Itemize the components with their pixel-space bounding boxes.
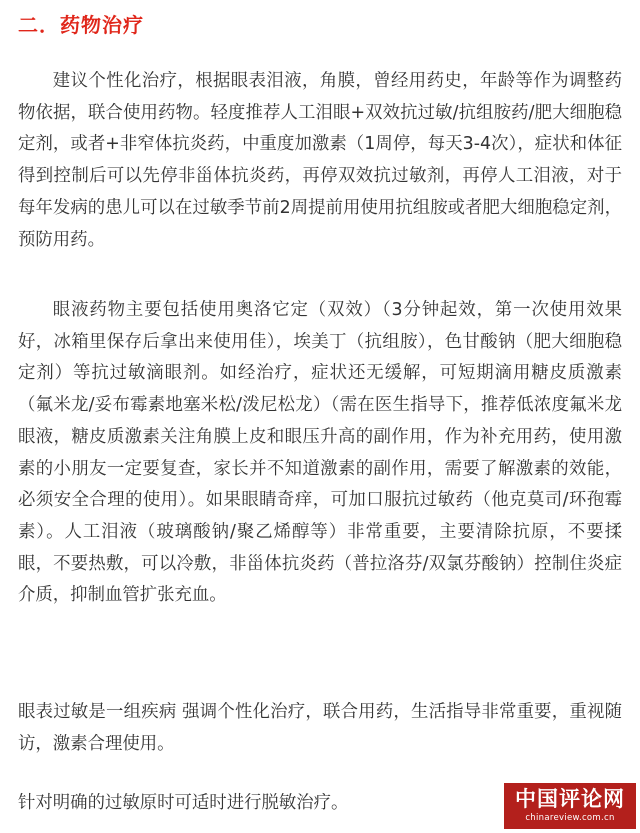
paragraph-eye-drops: 眼液药物主要包括使用奥洛它定（双效）（3分钟起效，第一次使用效果好，冰箱里保存后拿出来使用佳），埃美丁（抗组胺），色甘酸钠（肥大细胞稳定剂）等抗过敏滴眼剂。如经治疗，症状还无缓解，可短期滴用糖皮质激素（氟米龙/妥布霉素地塞米松/泼尼松龙）（需在医生指导下，推荐低浓度氟米龙眼液，糖皮质激素关注角膜上皮和眼压升高的副作用，作为补充用药，使用激素的小朋友一定要复查，家长并不知道激素的副作用，需要了解激素的效能，必须安全合理的使用）。如果眼睛奇痒，可加口服抗过敏药（他克莫司/环孢霉素）。人工泪液（玻璃酸钠/聚乙烯醇等）非常重要，主要清除抗原，不要揉眼，不要热敷，可以冷敷，非甾体抗炎药（普拉洛芬/双氯芬酸钠）控制住炎症介质，抑制血管扩张充血。 bbox=[18, 300, 622, 606]
paragraph-summary: 眼表过敏是一组疾病 强调个性化治疗，联合用药，生活指导非常重要，重视随访，激素合理使用。 bbox=[18, 702, 622, 754]
watermark-site-url: chinareview.com.cn bbox=[525, 813, 615, 823]
site-watermark-logo bbox=[504, 783, 636, 829]
paragraph-desensitization: 针对明确的过敏原时可适时进行脱敏治疗。 bbox=[18, 793, 349, 813]
section-heading: 二．药物治疗 bbox=[18, 13, 144, 37]
paragraph-medication-plan: 建议个性化治疗，根据眼表泪液，角膜，曾经用药史，年龄等作为调整药物依据，联合使用药物。轻度推荐人工泪眼+双效抗过敏/抗组胺药/肥大细胞稳定剂，或者+非窄体抗炎药，中重度加激素（1周停，每天3-4次），症状和体征得到控制后可以先停非甾体抗炎药，再停双效抗过敏剂，再停人工泪液，对于每年发病的患儿可以在过敏季节前2周提前用使用抗组胺或者肥大细胞稳定剂，预防用药。 bbox=[18, 71, 622, 250]
watermark-site-name: 中国评论网 bbox=[515, 786, 625, 811]
